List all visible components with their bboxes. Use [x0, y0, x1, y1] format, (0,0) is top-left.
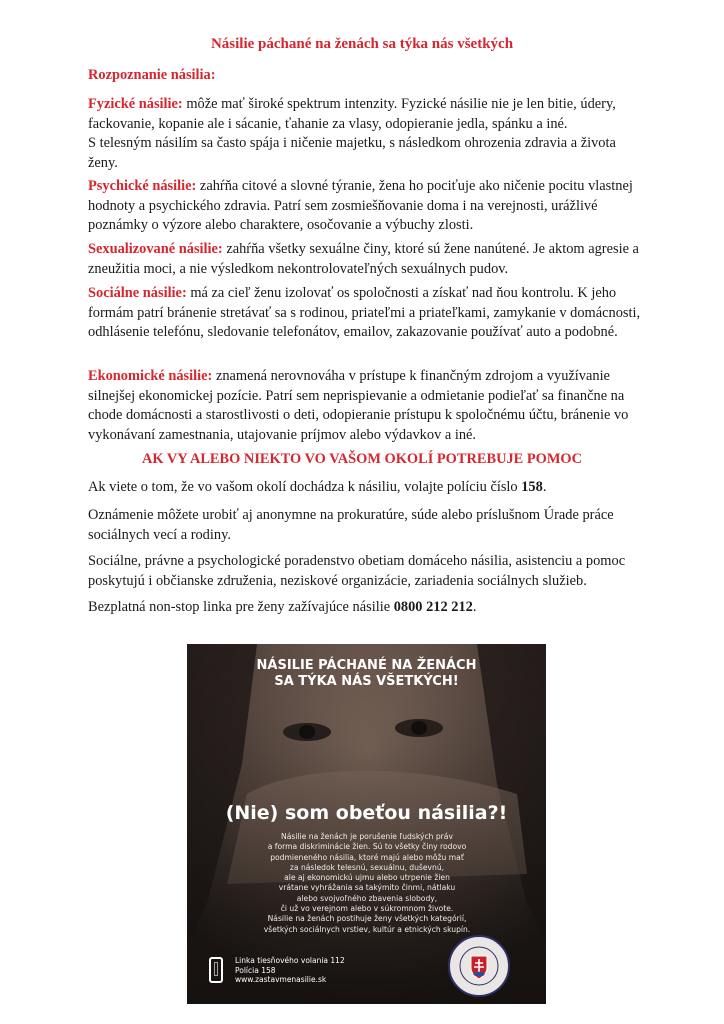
- poster-body-line: ale aj ekonomickú ujmu alebo utrpenie žien: [284, 873, 450, 883]
- section-text-continued: S telesným násilím sa často spája i ničenie majetku, s následkom ohrozenia zdravia a života ženy.: [88, 135, 616, 171]
- help-text: Ak viete o tom, že vo vašom okolí dochádza k násiliu, volajte políciu číslo: [88, 479, 522, 495]
- section-label: Fyzické násilie:: [88, 96, 183, 112]
- poster-headline: (Nie) som obeťou násilia?!: [225, 802, 508, 824]
- poster-body-line: alebo svojvoľného zbavenia slobody,: [296, 893, 438, 903]
- help-text: Oznámenie môžete urobiť aj anonymne na prokuratúre, súde alebo príslušnom Úrade práce sociálnych vecí a rodiny.: [88, 507, 614, 543]
- section-sexual: [88, 240, 648, 279]
- section-label: Sexualizované násilie:: [88, 241, 223, 257]
- recognition-heading: Rozpoznanie násilia:: [88, 67, 216, 83]
- section-label: Psychické násilie:: [88, 178, 197, 194]
- help-text: Sociálne, právne a psychologické poradenstvo obetiam domáceho násilia, asistenciu a pomoc poskytujú i občianske združenia, neziskové organizácie, zariadenia sociálnych služieb.: [88, 553, 626, 589]
- section-physical: [88, 95, 648, 173]
- police-seal-icon: [447, 934, 511, 998]
- poster-body-line: Násilie na ženách je porušenie ľudských práv: [281, 832, 453, 841]
- punctuation: .: [472, 599, 477, 615]
- help-paragraph-anonymous: [88, 506, 648, 545]
- poster-body-line: Násilie na ženách postihuje ženy všetkých kategórií,: [267, 914, 467, 924]
- poster-title: [187, 658, 546, 690]
- section-label: Ekonomické násilie:: [88, 368, 213, 384]
- section-text: zahŕňa citové a slovné týranie, žena ho pociťuje ako ničenie pocitu vlastnej hodnoty a psychického zdravia. Patrí sem zosmiešňovanie doma i na verejnosti, urážlivé poznámky o výzore alebo charaktere, osočovanie a výbuchy zlosti.: [88, 178, 633, 233]
- emergency-line: Linka tiesňového volania 112: [235, 956, 345, 965]
- help-text: Bezplatná non-stop linka pre ženy zažívajúce násilie: [88, 599, 394, 615]
- phone-icon: [209, 957, 223, 983]
- poster-body-line: podmieneného násilia, ktoré majú alebo môžu mať: [270, 852, 464, 862]
- police-number: 158: [521, 479, 543, 495]
- section-psychological: [88, 177, 648, 236]
- section-text: má za cieľ ženu izolovať os spoločnosti a získať nad ňou kontrolu. K jeho formám patrí bránenie stretávať sa s rodinou, priateľmi a priateľkami, zamykanie v domácnosti, odhlásenie telefónu, sledovanie telefonátov, emailov, zakazovanie používať auto a podobné.: [88, 285, 641, 340]
- section-text: zahŕňa všetky sexuálne činy, ktoré sú žene nanútené. Je aktom agresie a zneužitia moci, a nie výsledkom nekontrolovateľných sexuálnych pudov.: [88, 241, 639, 277]
- poster-body-line: za následok telesnú, sexuálnu, duševnú,: [289, 862, 445, 872]
- police-line: Polícia 158: [235, 965, 276, 975]
- poster-body-line: vrátane vyhrážania sa takýmito činmi, nátlaku: [278, 883, 456, 893]
- subtitle-block: [88, 66, 648, 86]
- help-paragraph-police: [88, 478, 648, 498]
- help-paragraph-counseling: [88, 552, 648, 591]
- poster-body-line: a forma diskriminácie žien. Sú to všetky činy rodovo: [267, 842, 467, 852]
- website-link: www.zastavmenasilie.sk: [235, 975, 327, 985]
- poster-body-line: či už vo verejnom alebo v súkromnom živote.: [280, 904, 454, 914]
- section-text: znamená nerovnováha v prístupe k finančným zdrojom a využívanie silnejšej ekonomickej pozície. Patrí sem neprispievanie a odmietanie podieľať sa finančne na chode domácnosti a starostlivosti o deti, odopieranie prístupu k spoločnému účtu, bránenie vo vykonávaní zamestnania, utajovanie príjmov alebo výdavkov a iné.: [88, 368, 629, 443]
- help-paragraph-hotline: [88, 598, 648, 618]
- punctuation: .: [542, 479, 547, 495]
- section-social: [88, 284, 648, 343]
- section-economic: [88, 367, 648, 445]
- help-heading: AK VY ALEBO NIEKTO VO VAŠOM OKOLÍ POTREBUJE POMOC: [141, 451, 583, 467]
- section-label: Sociálne násilie:: [88, 285, 187, 301]
- poster-title-line: SA TÝKA NÁS VŠETKÝCH!: [274, 674, 459, 689]
- poster-title-line: NÁSILIE PÁCHANÉ NA ŽENÁCH: [256, 658, 477, 673]
- poster-body: [217, 832, 517, 935]
- hotline-number: 0800 212 212: [393, 599, 473, 615]
- poster-body-line: všetkých sociálnych vrstiev, kultúr a etnických skupín.: [263, 924, 471, 934]
- poster-contact: [235, 956, 345, 985]
- document-title: Násilie páchané na ženách sa týka nás všetkých: [210, 36, 514, 52]
- campaign-poster: [187, 644, 546, 1004]
- section-text: môže mať široké spektrum intenzity. Fyzické násilie nie je len bitie, údery, fackovanie, kopanie ale i sácanie, ťahanie za vlasy, odopieranie jedla, spánku a iné.: [88, 96, 616, 132]
